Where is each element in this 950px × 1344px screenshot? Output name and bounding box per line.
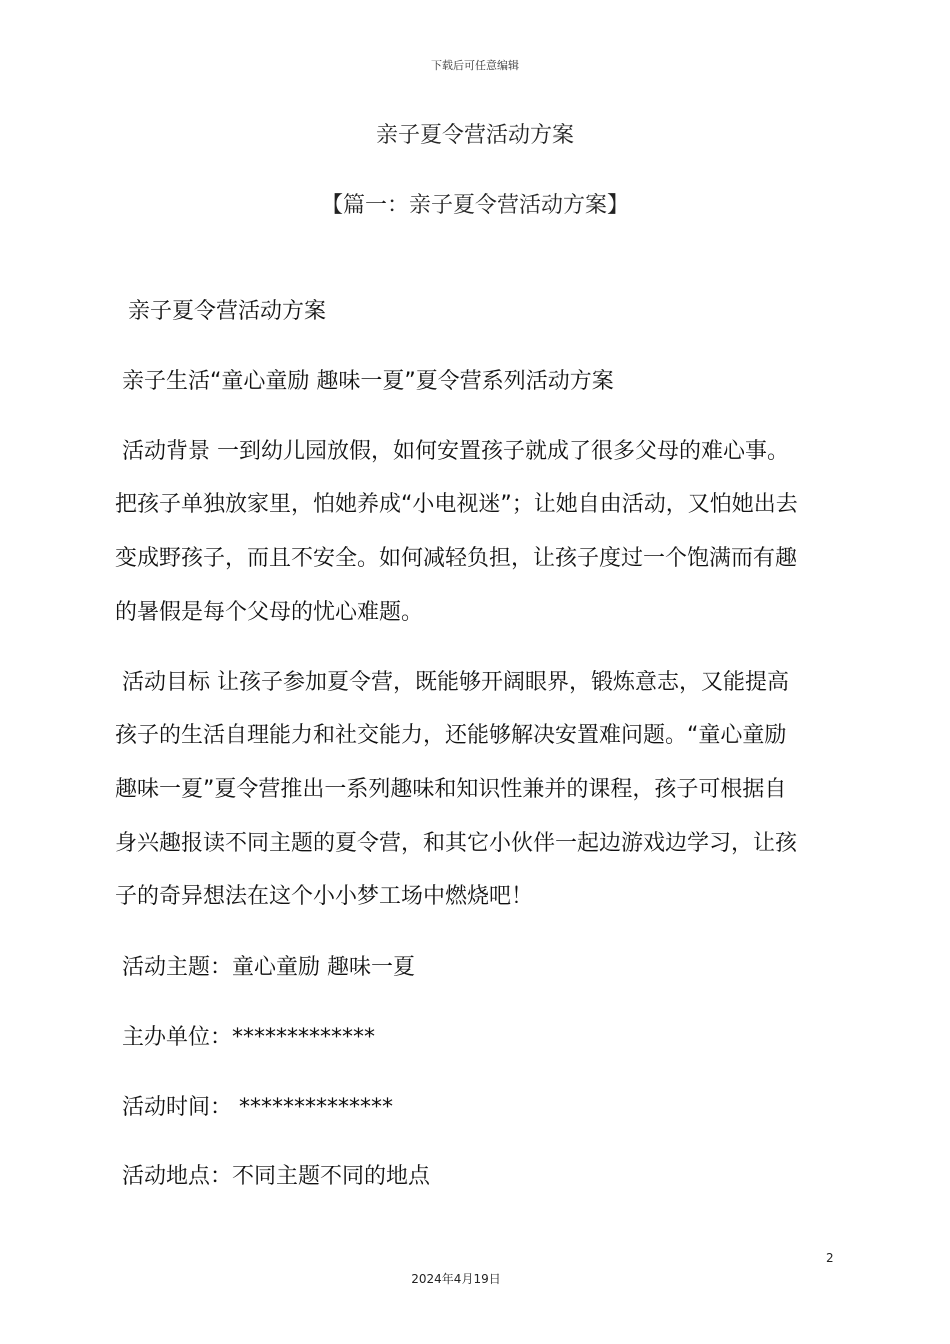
activity-organizer: 主办单位：************* bbox=[122, 1025, 376, 1050]
document-title: 亲子夏令营活动方案 bbox=[375, 123, 574, 148]
background-line: 变成野孩子，而且不安全。如何减轻负担，让孩子度过一个饱满而有趣 bbox=[115, 546, 798, 571]
activity-time: 活动时间： ************** bbox=[122, 1095, 393, 1120]
page-number: 2 bbox=[826, 1251, 834, 1265]
goal-line: 身兴趣报读不同主题的夏令营，和其它小伙伴一起边游戏边学习，让孩 bbox=[115, 831, 798, 856]
activity-location: 活动地点：不同主题不同的地点 bbox=[122, 1164, 431, 1189]
goal-line: 子的奇异想法在这个小小梦工场中燃烧吧！ bbox=[115, 884, 534, 909]
header-note: 下载后可任意编辑 bbox=[431, 59, 519, 72]
section-title: 【篇一：亲子夏令营活动方案】 bbox=[320, 193, 629, 218]
background-line: 的暑假是每个父母的忧心难题。 bbox=[115, 600, 424, 625]
goal-line: 孩子的生活自理能力和社交能力，还能够解决安置难问题。“童心童励 bbox=[115, 723, 787, 748]
program-name: 亲子生活“童心童励 趣味一夏”夏令营系列活动方案 bbox=[122, 369, 614, 394]
activity-theme: 活动主题：童心童励 趣味一夏 bbox=[122, 955, 415, 980]
goal-line: 趣味一夏”夏令营推出一系列趣味和知识性兼并的课程，孩子可根据自 bbox=[115, 777, 787, 802]
footer-date: 2024年4月19日 bbox=[411, 1272, 501, 1286]
background-line: 活动背景 一到幼儿园放假，如何安置孩子就成了很多父母的难心事。 bbox=[122, 439, 789, 464]
subheading: 亲子夏令营活动方案 bbox=[128, 299, 327, 324]
goal-line: 活动目标 让孩子参加夏令营，既能够开阔眼界，锻炼意志，又能提高 bbox=[122, 670, 789, 695]
background-line: 把孩子单独放家里，怕她养成“小电视迷”；让她自由活动，又怕她出去 bbox=[115, 492, 798, 517]
